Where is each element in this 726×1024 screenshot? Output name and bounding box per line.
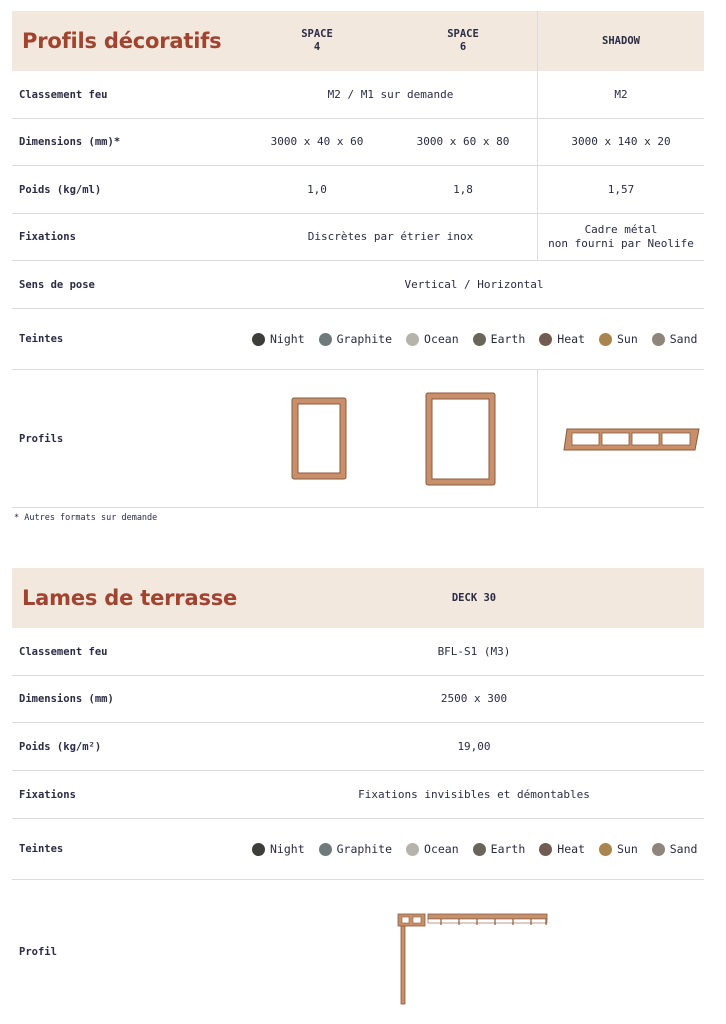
col-shadow xyxy=(538,11,704,71)
fix-shadow-line2: non fourni par Neolife xyxy=(548,237,694,250)
tint-earth xyxy=(473,332,526,346)
decor-row-dims xyxy=(12,119,704,166)
tint-label: Sun xyxy=(616,842,638,856)
row-label: Fixations xyxy=(19,231,76,243)
shadow-profile-drawing xyxy=(563,428,701,452)
tint-earth xyxy=(473,842,526,856)
tint-label: Sand xyxy=(669,332,698,346)
ocean-swatch-icon xyxy=(406,843,419,856)
tint-label: Earth xyxy=(490,332,526,346)
tint-heat xyxy=(539,332,585,346)
deck-row-weight xyxy=(12,723,704,771)
tint-list xyxy=(252,309,697,369)
tint-graphite xyxy=(319,332,392,346)
row-label: Fixations xyxy=(19,788,76,801)
col-space4-num: 4 xyxy=(313,41,321,53)
row-label: Dimensions (mm) xyxy=(19,693,114,705)
col-deck30: DECK 30 xyxy=(451,591,497,604)
tint-ocean xyxy=(406,842,459,856)
deck30-profile-drawing xyxy=(397,912,549,1006)
row-label: Classement feu xyxy=(19,88,108,101)
graphite-swatch-icon xyxy=(319,843,332,856)
tint-label: Graphite xyxy=(336,842,393,856)
sand-swatch-icon xyxy=(652,333,665,346)
tint-label: Ocean xyxy=(424,332,459,346)
deck-header xyxy=(12,568,704,628)
col-space6-num: 6 xyxy=(459,41,467,53)
decor-row-fire xyxy=(12,71,704,119)
decor-row-sens xyxy=(12,261,704,309)
col-space6-name: SPACE xyxy=(447,28,479,40)
row-label: Profil xyxy=(19,946,57,958)
col-space4 xyxy=(244,11,390,71)
tint-sand xyxy=(652,332,698,346)
space4-profile-drawing xyxy=(291,397,348,481)
deck-row-dims xyxy=(12,676,704,723)
tint-list xyxy=(252,819,697,879)
tint-night xyxy=(252,842,305,856)
sand-swatch-icon xyxy=(652,843,665,856)
weight-space4: 1,0 xyxy=(307,182,327,196)
tint-sun xyxy=(599,332,638,346)
row-label: Poids (kg/m²) xyxy=(19,740,102,753)
tint-label: Heat xyxy=(557,842,585,856)
tint-night xyxy=(252,332,305,346)
row-label: Classement feu xyxy=(19,645,108,658)
deck-row-fire xyxy=(12,628,704,676)
dims-space4: 3000 x 40 x 60 xyxy=(270,135,364,148)
heat-swatch-icon xyxy=(539,333,552,346)
footnote: * Autres formats sur demande xyxy=(14,513,158,523)
sun-swatch-icon xyxy=(599,333,612,346)
deck-weight-value: 19,00 xyxy=(457,739,491,753)
tint-ocean xyxy=(406,332,459,346)
fire-space: M2 / M1 sur demande xyxy=(327,87,454,101)
heat-swatch-icon xyxy=(539,843,552,856)
dims-space6: 3000 x 60 x 80 xyxy=(416,135,510,148)
deck-row-profile xyxy=(12,880,704,1024)
night-swatch-icon xyxy=(252,333,265,346)
row-label: Profils xyxy=(19,432,64,445)
col-space6 xyxy=(390,11,536,71)
tint-label: Night xyxy=(270,842,305,856)
tint-label: Heat xyxy=(557,332,585,346)
row-label: Sens de pose xyxy=(19,278,95,291)
decor-row-weight xyxy=(12,166,704,214)
deck-dims-value: 2500 x 300 xyxy=(440,692,508,705)
tint-label: Sun xyxy=(616,332,638,346)
fire-shadow: M2 xyxy=(614,87,628,101)
dims-shadow: 3000 x 140 x 20 xyxy=(571,135,671,148)
tint-graphite xyxy=(319,842,392,856)
space6-profile-drawing xyxy=(425,392,497,487)
row-label: Teintes xyxy=(19,333,64,345)
col-shadow-name: SHADOW xyxy=(602,34,640,47)
fix-shadow-line1: Cadre métal xyxy=(584,223,658,236)
deck-fire-value: BFL-S1 (M3) xyxy=(437,644,511,658)
tint-label: Graphite xyxy=(336,332,393,346)
sun-swatch-icon xyxy=(599,843,612,856)
decor-title: Profils décoratifs xyxy=(22,29,222,53)
row-label: Teintes xyxy=(19,843,64,855)
row-label: Poids (kg/ml) xyxy=(19,183,102,196)
fix-space: Discrètes par étrier inox xyxy=(307,230,474,243)
graphite-swatch-icon xyxy=(319,333,332,346)
row-label: Dimensions (mm)* xyxy=(19,136,121,148)
fix-shadow xyxy=(538,214,704,260)
deck-table xyxy=(12,568,704,1024)
deck-row-tints xyxy=(12,819,704,880)
tint-label: Night xyxy=(270,332,305,346)
tint-sand xyxy=(652,842,698,856)
decor-row-fix xyxy=(12,214,704,261)
deck-row-fix xyxy=(12,771,704,819)
tint-heat xyxy=(539,842,585,856)
ocean-swatch-icon xyxy=(406,333,419,346)
tint-label: Sand xyxy=(669,842,698,856)
col-space4-name: SPACE xyxy=(301,28,333,40)
deck-fix-value: Fixations invisibles et démontables xyxy=(358,787,590,801)
earth-swatch-icon xyxy=(473,843,486,856)
sens-value: Vertical / Horizontal xyxy=(404,277,544,291)
earth-swatch-icon xyxy=(473,333,486,346)
tint-label: Earth xyxy=(490,842,526,856)
weight-shadow: 1,57 xyxy=(607,182,635,196)
tint-label: Ocean xyxy=(424,842,459,856)
deck-title: Lames de terrasse xyxy=(22,586,238,610)
decor-header xyxy=(12,11,704,71)
weight-space6: 1,8 xyxy=(453,182,473,196)
decor-row-tints xyxy=(12,309,704,370)
tint-sun xyxy=(599,842,638,856)
night-swatch-icon xyxy=(252,843,265,856)
